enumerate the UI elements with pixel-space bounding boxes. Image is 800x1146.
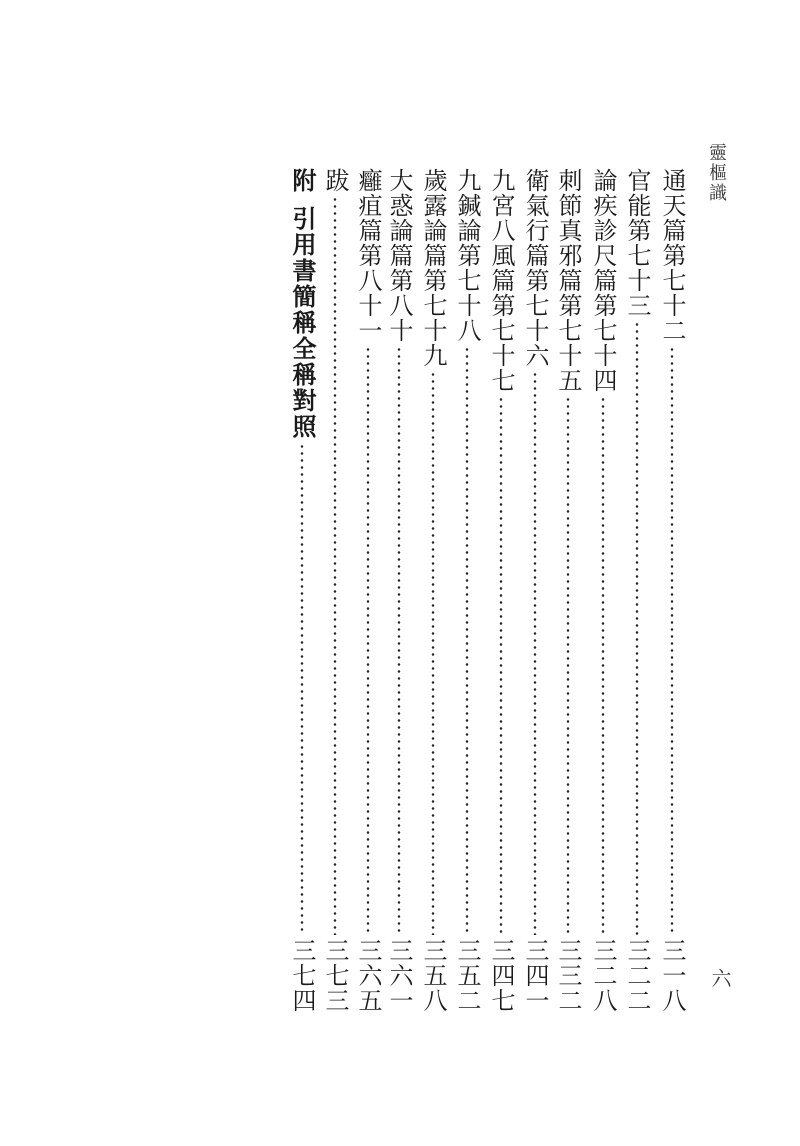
dot-leader <box>499 396 503 935</box>
toc-entry-page: 三五八 <box>419 938 447 1013</box>
page-number: 六 <box>708 968 732 988</box>
dot-leader <box>670 346 674 935</box>
toc-entry-page: 三二二 <box>623 938 651 1013</box>
toc-entry-title: 引用書簡稱全稱對照 <box>288 206 316 440</box>
toc-entry-title: 刺節真邪篇第七十五 <box>554 168 582 393</box>
toc-entry[interactable] <box>353 168 383 1013</box>
toc-entry[interactable] <box>452 168 482 1013</box>
toc-entry-page: 三六一 <box>385 938 413 1013</box>
toc-entry-page: 三四一 <box>521 938 549 1013</box>
toc-entry-title: 歲露論篇第七十九 <box>419 168 447 368</box>
dot-leader <box>601 396 605 935</box>
toc-entry-page: 三二八 <box>589 938 617 1013</box>
toc-entry[interactable] <box>384 168 414 1013</box>
toc-entry-postscript[interactable] <box>320 168 350 1013</box>
toc-entry-title: 論疾診尺篇第七十四 <box>589 168 617 393</box>
toc-entry-title: 癰疽篇第八十一 <box>354 168 382 343</box>
dot-leader <box>465 346 469 935</box>
toc-entry-appendix[interactable] <box>287 168 317 1013</box>
toc-entry-title: 衛氣行篇第七十六 <box>521 168 549 368</box>
dot-leader <box>566 396 570 935</box>
dot-leader <box>635 321 639 935</box>
toc-entry-title: 通天篇第七十二 <box>658 168 686 343</box>
toc-entry-title: 九宮八風篇第七十七 <box>487 168 515 393</box>
toc-entry[interactable] <box>622 168 652 1013</box>
toc-entry-page: 三五二 <box>453 938 481 1013</box>
dot-leader <box>300 443 304 935</box>
toc-entry-title: 官能第七十三 <box>623 168 651 318</box>
dot-leader <box>397 346 401 935</box>
toc-entry[interactable] <box>486 168 516 1013</box>
toc-entry[interactable] <box>588 168 618 1013</box>
toc-entry[interactable] <box>418 168 448 1013</box>
toc-entry-page: 三六五 <box>354 938 382 1013</box>
dot-leader <box>431 371 435 935</box>
toc-entry-title: 跋 <box>321 168 349 193</box>
toc-entry[interactable] <box>520 168 550 1013</box>
toc-entry-page: 三四七 <box>487 938 515 1013</box>
toc-entry[interactable] <box>657 168 687 1013</box>
toc-entry-page: 三七四 <box>288 938 316 1013</box>
appendix-prefix: 附 <box>288 168 316 192</box>
dot-leader <box>366 346 370 935</box>
running-head: 靈樞識 <box>706 143 727 203</box>
toc-entry-page: 三七三 <box>321 938 349 1013</box>
dot-leader <box>333 196 337 935</box>
toc-entry-title: 九鍼論第七十八 <box>453 168 481 343</box>
toc-entry-page: 三三二 <box>554 938 582 1013</box>
toc-entry-title: 大惑論篇第八十 <box>385 168 413 343</box>
toc-entry[interactable] <box>553 168 583 1013</box>
dot-leader <box>533 371 537 935</box>
toc-entry-page: 三一八 <box>658 938 686 1013</box>
